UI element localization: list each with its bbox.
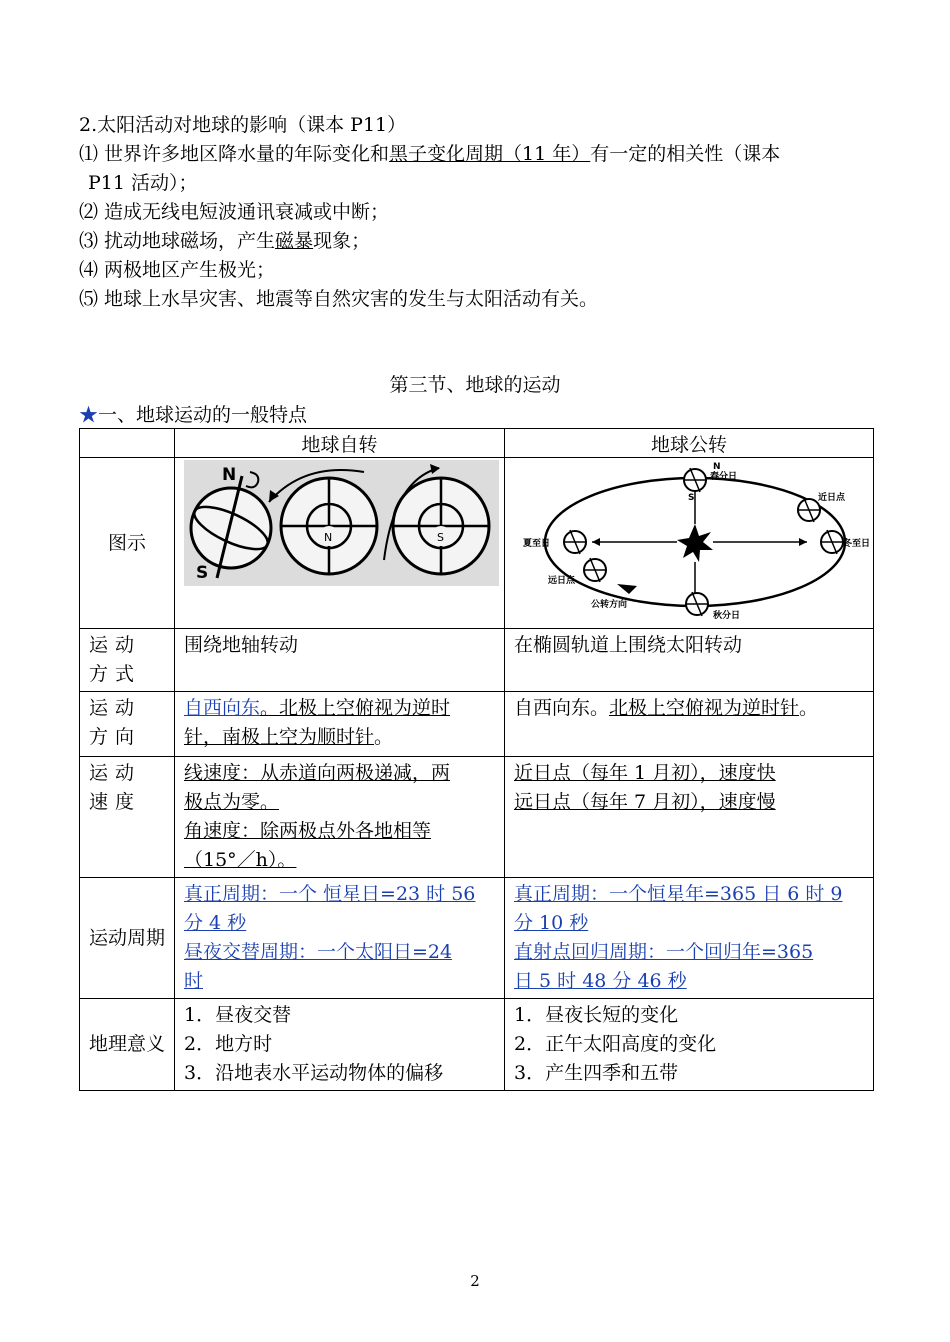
sun-icon (677, 524, 713, 562)
table-header-row (80, 429, 874, 458)
section-subheading-row (79, 400, 307, 427)
speed-revolution-2: 远日点（每年 7 月初），速度慢 (514, 791, 776, 813)
row-label-speed: 运动速度 (80, 757, 175, 878)
revolution-direction-label: 公转方向 (591, 600, 628, 610)
table-header-empty (80, 429, 175, 458)
star-icon: ★ (79, 404, 99, 426)
intro-item-3 (79, 227, 370, 255)
table-row-significance (80, 999, 874, 1091)
intro-title: 2.太阳活动对地球的影响（课本 P11） (79, 114, 407, 136)
period-rotation-4: 时 (184, 970, 204, 992)
intro-item-1-tail: 有一定的相关性（课本 (590, 143, 781, 165)
page-number: 2 (470, 1272, 480, 1290)
period-revolution-2: 分 10 秒 (514, 912, 589, 934)
direction-rotation-2: 。北极上空俯视为逆时 (260, 697, 451, 719)
table-row-period (80, 878, 874, 999)
intro-item-5: ⑸ 地球上水旱灾害、地震等自然灾害的发生与太阳活动有关。 (79, 288, 599, 310)
intro-item-2: ⑵ 造成无线电短波通讯衰减或中断； (79, 201, 390, 223)
significance-revolution (505, 999, 874, 1091)
period-rotation-3: 昼夜交替周期：一个太阳日=24 (184, 941, 453, 963)
speed-rotation-3: 角速度：除两极点外各地相等 (184, 820, 432, 842)
mode-rotation: 围绕地轴转动 (175, 629, 505, 692)
orbit-n-label: N (713, 462, 721, 472)
intro-item-1 (79, 140, 780, 168)
spring-equinox-label: 春分日 (710, 472, 738, 482)
speed-rotation-2: 极点为零。 (184, 791, 280, 813)
north-view-circle (281, 478, 377, 574)
period-revolution-3: 直射点回归周期：一个回归年=365 (514, 941, 814, 963)
perihelion-label: 近日点 (818, 493, 846, 503)
table-row-figure (80, 458, 874, 629)
speed-rotation-4: （15°／h）。 (184, 849, 297, 871)
significance-rotation-2: 2．地方时 (184, 1033, 273, 1055)
direction-revolution-3: 。 (799, 697, 819, 719)
col-rotation-header: 地球自转 (175, 429, 505, 458)
period-revolution-1: 真正周期：一个恒星年=365 日 6 时 9 (514, 883, 843, 905)
globe-north-label: N (222, 465, 237, 485)
globe-south-label: S (196, 563, 209, 583)
speed-rotation (175, 757, 505, 878)
significance-rotation (175, 999, 505, 1091)
rotation-figure-cell (175, 458, 505, 629)
significance-rotation-1: 1．昼夜交替 (184, 1004, 292, 1026)
table-row-speed (80, 757, 874, 878)
revolution-diagram (507, 458, 871, 628)
col-revolution-header: 地球公转 (505, 429, 874, 458)
section-subheading: 一、地球运动的一般特点 (98, 404, 308, 426)
intro-item-4: ⑷ 两极地区产生极光； (79, 259, 276, 281)
row-label-period: 运动周期 (80, 878, 175, 999)
row-label-direction: 运动方向 (80, 692, 175, 757)
direction-rotation-3: 针，南极上空为顺时针 (184, 726, 375, 748)
mode-revolution: 在椭圆轨道上围绕太阳转动 (505, 629, 874, 692)
south-view-label: S (437, 531, 444, 544)
section-heading: 第三节、地球的运动 (389, 374, 561, 396)
summer-solstice-label: 夏至日 (523, 539, 551, 549)
direction-revolution-1: 自西向东。 (514, 697, 610, 719)
direction-rotation (175, 692, 505, 757)
direction-rotation-1: 自西向东 (184, 697, 261, 719)
direction-revolution (505, 692, 874, 757)
significance-revolution-3: 3．产生四季和五带 (514, 1062, 679, 1084)
autumn-equinox-label: 秋分日 (713, 611, 741, 621)
intro-item-1-text: ⑴ 世界许多地区降水量的年际变化和 (79, 143, 390, 165)
speed-revolution-1: 近日点（每年 1 月初），速度快 (514, 762, 776, 784)
speed-rotation-1: 线速度：从赤道向两极递减，两 (184, 762, 451, 784)
revolution-figure-cell (505, 458, 874, 629)
winter-solstice-label: 冬至日 (843, 539, 871, 549)
intro-item-3-text: ⑶ 扰动地球磁场，产生 (79, 230, 276, 252)
speed-revolution (505, 757, 874, 878)
significance-revolution-1: 1．昼夜长短的变化 (514, 1004, 679, 1026)
sunspot-cycle-text: 黑子变化周期（11 年） (389, 143, 591, 165)
earth-motion-table (79, 428, 874, 1091)
revolution-arrow (617, 584, 637, 594)
row-label-mode: 运动方式 (80, 629, 175, 692)
aphelion-label: 远日点 (548, 576, 576, 586)
row-label-figure: 图示 (80, 458, 175, 629)
rotation-diagram (184, 460, 499, 586)
period-rotation-1: 真正周期：一个 恒星日=23 时 56 (184, 883, 476, 905)
significance-revolution-2: 2．正午太阳高度的变化 (514, 1033, 717, 1055)
direction-revolution-2: 北极上空俯视为逆时针 (609, 697, 800, 719)
period-revolution (505, 878, 874, 999)
magnetic-storm-text: 磁暴 (275, 230, 314, 252)
intro-item-1-cont: P11 活动）； (88, 172, 198, 194)
south-view-circle (393, 478, 489, 574)
row-label-significance: 地理意义 (80, 999, 175, 1091)
period-rotation-2: 分 4 秒 (184, 912, 247, 934)
period-rotation (175, 878, 505, 999)
table-row-direction (80, 692, 874, 757)
table-row-mode (80, 629, 874, 692)
significance-rotation-3: 3．沿地表水平运动物体的偏移 (184, 1062, 444, 1084)
north-view-label: N (324, 531, 333, 544)
direction-rotation-4: 。 (374, 726, 394, 748)
orbit-s-label: S (688, 493, 695, 503)
period-revolution-4: 日 5 时 48 分 46 秒 (514, 970, 687, 992)
intro-item-3-tail: 现象； (313, 230, 371, 252)
